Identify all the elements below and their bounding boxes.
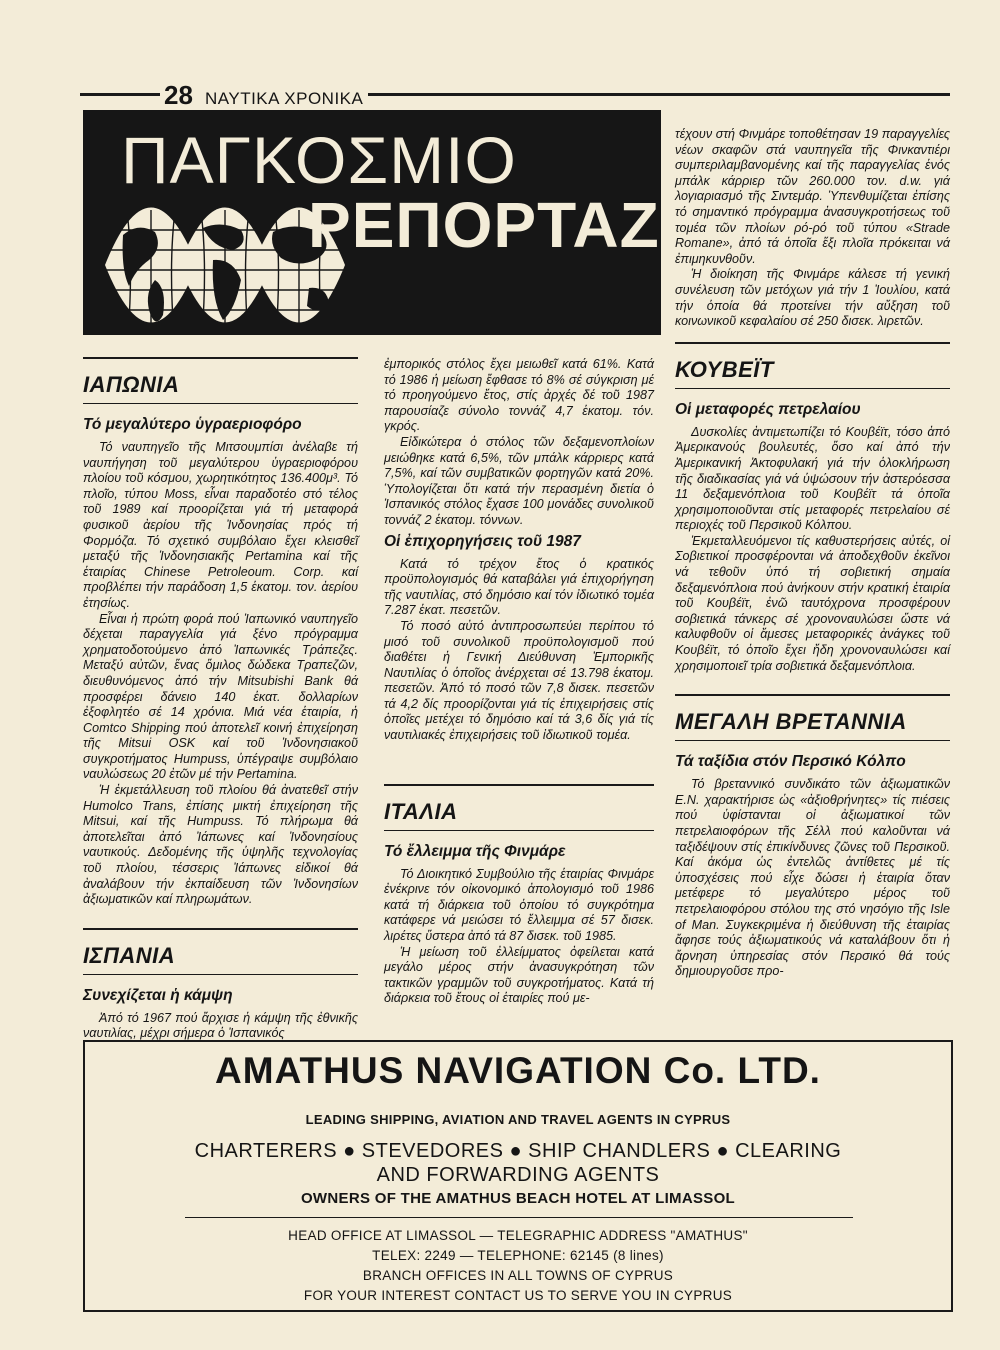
headline-spain-subsidies: Οἱ ἐπιχορηγήσεις τοῦ 1987	[384, 532, 581, 550]
ad-services: AND FORWARDING AGENTS	[376, 1164, 660, 1186]
headline-italy: Τό ἔλλειμμα τῆς Φινμάρε	[384, 842, 566, 860]
headline-japan: Τό μεγαλύτερο ὑγραεριοφόρο	[83, 416, 302, 433]
section-title-britain: ΜΕΓΑΛΗ ΒΡΕΤΑΝΝΙΑ	[675, 709, 907, 735]
article-paragraph: Ἡ ἐκμετάλλευση τοῦ πλοίου θά ἀνατεθεῖ στήν Humolco Trans, ἐπίσης μικτή ἐπιχείρηση τῆς Mitsui, καί τῆς Humpuss. Τό πλήρωμα θά ἀποτελεῖται ἀπό Ἰάπωνες καί Ἰνδονησίους ναυτικούς. Δεδομένης τῆς ὑψηλῆς τεχνολογίας τοῦ πλοίου, τέσσερις Ἰάπωνες εἰδικοί θά ἀναλάβουν τήν ἐκπαίδευση τῶν Ἰνδονησίων ἀξιωματικῶν καί πληρωμάτων.	[83, 783, 358, 907]
article-paragraph: Κατά τό τρέχον ἔτος ὁ κρατικός προϋπολογισμός θά καταβάλει γιά ἐπιχορήγηση τῆς ναυτιλίας, στό δημόσιο καί τόν ἰδιωτικό τομέα 7.287 ἑκατ. πεσετῶν.	[384, 556, 654, 618]
section-rule	[675, 740, 950, 741]
article-paragraph: Δυσκολίες ἀντιμετωπίζει τό Κουβέϊτ, τόσο ἀπό Ἀμερικανούς βουλευτές, ὅσο καί ἀπό τήν Ἀμερικανική Ἀκτοφυλακή γιά τήν ὁλοκλήρωση τῆς διαδικασίας γιά νά ὑψώσουν τήν ἀστερόεσσα 11 δεξαμενόπλοια τοῦ Κουβέϊτ τά ὁποῖα χρησιμοποιοῦνται στίς μεταφορές πετρελαίου σέ περιοχές τοῦ Περσικοῦ Κόλπου.	[675, 424, 950, 533]
ad-divider	[185, 1217, 853, 1218]
ad-services: CHARTERERS ● STEVEDORES ● SHIP CHANDLERS ● CLEARING	[194, 1140, 842, 1162]
section-rule	[83, 403, 358, 404]
article-paragraph: τέχουν στή Φινμάρε τοποθέτησαν 19 παραγγελίες νέων σκαφῶν στά ναυπηγεῖα τῆς Φινκαντιέρι συμπεριλαμβανομένης καί τῆς παραγγελίας ἑνός μπάλκ κάρριερ τῶν 260.000 τον. d.w. γιά λογιαριασμό τῆς Σιντεμάρ. Ὑπενθυμίζεται ἐπίσης τό σημαντικό πρόγραμμα ἀνασυγκροτήσεως τοῦ τομέα τῶν πλοίων ρό-ρό τοῦ τύπου «Strade Romane», ἀπό τά ὁποῖα ἕξι πλοῖα πρόκειται νά ἐπιμηκυνθοῦν.	[675, 127, 950, 266]
section-rule	[384, 830, 654, 831]
article-paragraph: Ἡ μείωση τοῦ ἐλλείμματος ὀφείλεται κατά μεγάλο μέρος στήν ἀνασυγκρότηση τῶν τακτικῶν γραμμῶν τοῦ συγκροτήματος. Κατά τή διάρκεια τοῦ ἔτους οἱ ἑταιρίες πού με-	[384, 944, 654, 1006]
page-number: 28	[164, 80, 193, 110]
article-paragraph: Εἶναι ἡ πρώτη φορά πού Ἰαπωνικό ναυπηγεῖο δέχεται παραγγελία γιά ξένο πρόγραμμα χρηματοδοτούμενο ἀπό Ἰαπωνικές Τράπεζες. Μεταξύ αὐτῶν, ἕνας ὅμιλος δώδεκα Τραπεζῶν, διευθυνόμενος ἀπό τήν Mitsubishi Bank θά προσφέρει δάνειο 140 ἑκατ. δολλαρίων ἐξοφλητέο σέ 14 χρόνια. Μιά νέα ἑταιρία, ἡ Comtco Shipping πού ἀποτελεῖ κοινή ἐπιχείρηση τῆς Mitsui OSK καί τοῦ Ἰνδονησιακοῦ συγκροτήματος Humpuss, ὑπέγραψε συμβόλαιο ναυλώσεως 20 ἐτῶν μέ τήν Pertamina.	[83, 611, 358, 782]
headline-britain: Τά ταξίδια στόν Περσικό Κόλπο	[675, 753, 906, 771]
section-rule	[83, 928, 358, 930]
header-rule	[368, 93, 950, 96]
banner-subtitle: ΡΕΠΟΡΤΑΖ	[308, 189, 660, 261]
article-paragraph: Τό βρεταννικό συνδικάτο τῶν ἀξιωματικῶν Ε.Ν. χαρακτήρισε ὡς «ἀξιοθρήνητες» τίς πιέσεις πού ὑφίστανται οἱ ἀξιωματικοί τῶν πετρελαιοφόρων τῆς Σέλλ πού καλοῦνται νά ταξιδέψουν στίς ἐπικίνδυνες ζῶνες τοῦ Περσικοῦ. Καί ἀκόμα ὡς ἐντελῶς ἀντίθετες μέ τίς ὑποσχέσεις πού εἶχε δώσει ἡ ἑταιρία ὅταν μετέφερε τό μεγαλύτερο μέρος τοῦ πετρελαιοφόρου στόλου της στό νησόγιο τῆς Isle of Man. Συγκεκριμένα ἡ διεύθυνση τῆς ἑταιρίας ἄφησε τούς ἀξιωματικούς νά καταλάβουν ὅτι ἡ ἄρνηση ὑπηρεσίας στόν Περσικό θά τούς δημιουργοῦσε προ-	[675, 777, 950, 979]
ad-owners: OWNERS OF THE AMATHUS BEACH HOTEL AT LIMASSOL	[300, 1190, 736, 1207]
section-rule	[384, 784, 654, 786]
section-rule	[675, 342, 950, 344]
section-rule	[675, 694, 950, 696]
ad-telex: TELEX: 2249 — TELEPHONE: 62145 (8 lines)	[372, 1248, 664, 1263]
advertisement-box	[83, 1040, 953, 1312]
ad-company-name: AMATHUS NAVIGATION Co. LTD.	[215, 1050, 821, 1091]
article-paragraph: Τό ναυπηγεῖο τῆς Μιτσουμπίσι ἀνέλαβε τή ναυπήγηση τοῦ μεγαλύτερου ὑγραεριοφόρου πλοίου τοῦ κόσμου, χωρητικότητος 136.400μ³. Τό πλοῖο, τύπου Moss, εἶναι παραδοτέο στό τέλος τοῦ 1989 καί προορίζεται γιά τή μεταφορά φυσικοῦ ἀερίου τῆς Ἰνδονησίας πρός τή Φορμόζα. Τό σχετικό συμβόλαιο ἔχει κλεισθεῖ μεταξύ τῆς Ἰνδονησιακῆς Pertamina καί τῆς ἑταιρίας Chinese Petroleoum. Corp. καί προβλέπει τήν παράδοση 1,5 ἑκατομ. τον. ἀερίου ἐτησίως.	[83, 440, 358, 610]
ad-contact: FOR YOUR INTEREST CONTACT US TO SERVE YOU IN CYPRUS	[303, 1288, 733, 1303]
column-1	[83, 357, 358, 1042]
section-rule	[83, 974, 358, 975]
section-title-japan: ΙΑΠΩΝΙΑ	[83, 372, 180, 397]
ad-head-office: HEAD OFFICE AT LIMASSOL — TELEGRAPHIC ADDRESS "AMATHUS"	[288, 1228, 748, 1243]
section-title-spain: ΙΣΠΑΝΙΑ	[83, 942, 176, 968]
section-title-italy: ΙΤΑΛΙΑ	[384, 798, 458, 824]
column-3	[675, 127, 950, 980]
article-paragraph: Ἡ διοίκηση τῆς Φινμάρε κάλεσε τή γενική συνέλευση τῶν μετόχων γιά τήν 1 Ἰουλίου, κατά τήν ὁποία θά προτείνει τήν αὔξηση τοῦ κοινωνικοῦ κεφαλαίου σέ 250 δισεκ. λιρετῶν.	[675, 267, 950, 329]
article-paragraph: Ἀπό τό 1967 πού ἄρχισε ἡ κάμψη τῆς ἐθνικῆς ναυτιλίας, μέχρι σήμερα ὁ Ἰσπανικός	[83, 1010, 358, 1041]
section-title-kuwait: ΚΟΥΒΕΪΤ	[675, 356, 774, 382]
section-rule	[83, 357, 358, 359]
ad-branches: BRANCH OFFICES IN ALL TOWNS OF CYPRUS	[362, 1268, 674, 1283]
article-paragraph: Τό ποσό αὐτό ἀντιπροσωπεύει περίπου τό μισό τοῦ συνολικοῦ προϋπολογισμοῦ πού διαθέτει ἡ Γενική Διεύθυνση Ἐμπορικῆς Ναυτιλίας ὁ ὁποῖος ἀνέρχεται σέ 13.798 ἑκατομ. πεσετῶν. Ἀπό τό ποσό τῶν 7,8 δισεκ. πεσετῶν τά 4,2 δίς προορίζονται γιά τίς ἐπιχειρήσεις στίς ὁποῖες μετέχει τό δημόσιο καί τά 3,6 δίς γιά τίς ναυτιλιακές ἐπιχειρήσεις τοῦ ἰδιωτικοῦ τομέα.	[384, 618, 654, 743]
article-paragraph: Εἰδικώτερα ὁ στόλος τῶν δεξαμενοπλοίων μειώθηκε κατά 6,5%, τῶν μπάλκ κάρριερς κατά 7,5%, καί τῶν συμβατικῶν φορτηγῶν κατά 20%. Ὑπολογίζεται ὅτι κατά τήν περασμένη διετία ὁ Ἰσπανικός στόλος ἔχασε 100 μονάδες συνολικοῦ τοννάζ 2 ἑκατομ. τόννων.	[384, 434, 654, 527]
magazine-name: ΝΑΥΤΙΚΑ ΧΡΟΝΙΚΑ	[205, 89, 364, 108]
article-paragraph: Ἐκμεταλλευόμενοι τίς καθυστερήσεις αὐτές, οἱ Σοβιετικοί προσφέρονται νά ἀποδεχθοῦν ἐκεῖνοι νά τεθοῦν ὑπό τή σοβιετική σημαία δεξαμενόπλοια πού ἀνήκουν στήν κρατική ἑταιρία τοῦ Κουβέϊτ, ἐνῶ ταυτόχρονα προσφέρουν σοβιετικά τάνκερς σέ χρονοναυλώσει ὥστε νά καλυφθοῦν οἱ ἄμεσες μεταφορικές ἀνάγκες τοῦ Κουβέϊτ, τό ὁποῖο ἔχει ἤδη χρονοναυλώσει καί χρησιμοποιεῖ τρία σοβιετικά δεξαμενόπλοια.	[675, 533, 950, 673]
section-rule	[675, 388, 950, 389]
ad-tagline: LEADING SHIPPING, AVIATION AND TRAVEL AGENTS IN CYPRUS	[305, 1112, 731, 1127]
article-paragraph: Τό Διοικητικό Συμβούλιο τῆς ἑταιρίας Φινμάρε ἐνέκρινε τόν οἰκονομικό ἀπολογισμό τοῦ 1986 κατά τή διάρκεια τοῦ ὁποίου τό συγκρότημα κατάφερε νά μειώσει τό ἔλλειμμα σέ 57 δισεκ. λιρέτες ὕστερα ἀπό τά 87 δισεκ. τοῦ 1985.	[384, 866, 654, 944]
banner-title: ΠΑΓΚΟΣΜΙΟ	[121, 123, 517, 197]
header-rule	[80, 93, 160, 96]
article-paragraph: ἐμπορικός στόλος ἔχει μειωθεῖ κατά 61%. Κατά τό 1986 ἡ μείωση ἔφθασε τό 8% σέ σύγκριση μέ τό προηγούμενο ἔτος, στίς ἀρχές δέ τοῦ 1987 παρουσίαζε σύνολο τοννάζ 4,7 ἑκατομ. τόν. γκρός.	[384, 357, 654, 434]
banner	[83, 110, 661, 335]
column-2	[384, 357, 654, 1007]
headline-spain: Συνεχίζεται ἡ κάμψη	[83, 986, 233, 1004]
headline-kuwait: Οἱ μεταφορές πετρελαίου	[675, 400, 861, 418]
